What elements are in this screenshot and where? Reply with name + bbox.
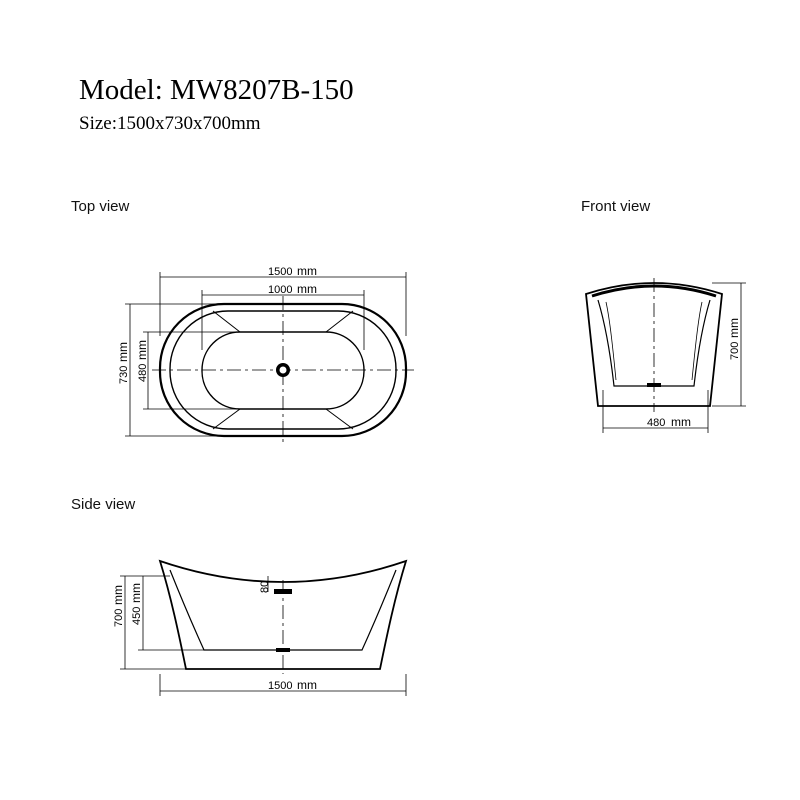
top-label-480-group [135, 340, 149, 382]
top-wedge-line [213, 409, 240, 429]
front-label-700-group [727, 318, 741, 360]
front-view-drawing [586, 278, 746, 433]
top-unit-480: mm [135, 340, 149, 360]
top-label-1500: 1500 [268, 266, 293, 278]
side-label-450-group [129, 583, 143, 625]
front-unit-700: mm [727, 318, 741, 338]
side-label-450: 450 [131, 606, 143, 625]
top-label-1000: 1000 [268, 284, 293, 296]
top-unit-730: mm [116, 342, 130, 362]
drain-center [280, 367, 287, 374]
top-unit-1000: mm [297, 282, 317, 296]
side-label-700-group [111, 585, 125, 627]
front-view-label: Front view [581, 198, 651, 215]
front-label-480: 480 [647, 417, 666, 429]
front-unit-480: mm [671, 415, 691, 429]
side-view-label: Side view [71, 496, 136, 513]
size-subtitle: Size:1500x730x700mm [79, 113, 261, 134]
top-view-label: Top view [71, 198, 130, 215]
side-label-80: 80 [259, 580, 271, 593]
side-unit-1500: mm [297, 678, 317, 692]
side-label-1500: 1500 [268, 680, 293, 692]
side-label-80-group [259, 581, 271, 593]
top-view-drawing [125, 272, 414, 444]
side-unit-450: mm [129, 583, 143, 603]
top-label-480: 480 [137, 363, 149, 382]
top-wedge-line [326, 409, 353, 429]
model-title: Model: MW8207B-150 [79, 74, 354, 106]
top-label-730: 730 [118, 365, 130, 384]
top-wedge-line [326, 311, 353, 332]
side-unit-700: mm [111, 585, 125, 605]
top-unit-1500: mm [297, 264, 317, 278]
top-label-730-group [116, 342, 130, 384]
side-label-700: 700 [113, 608, 125, 627]
top-wedge-line [213, 311, 240, 332]
front-label-700: 700 [729, 341, 741, 360]
